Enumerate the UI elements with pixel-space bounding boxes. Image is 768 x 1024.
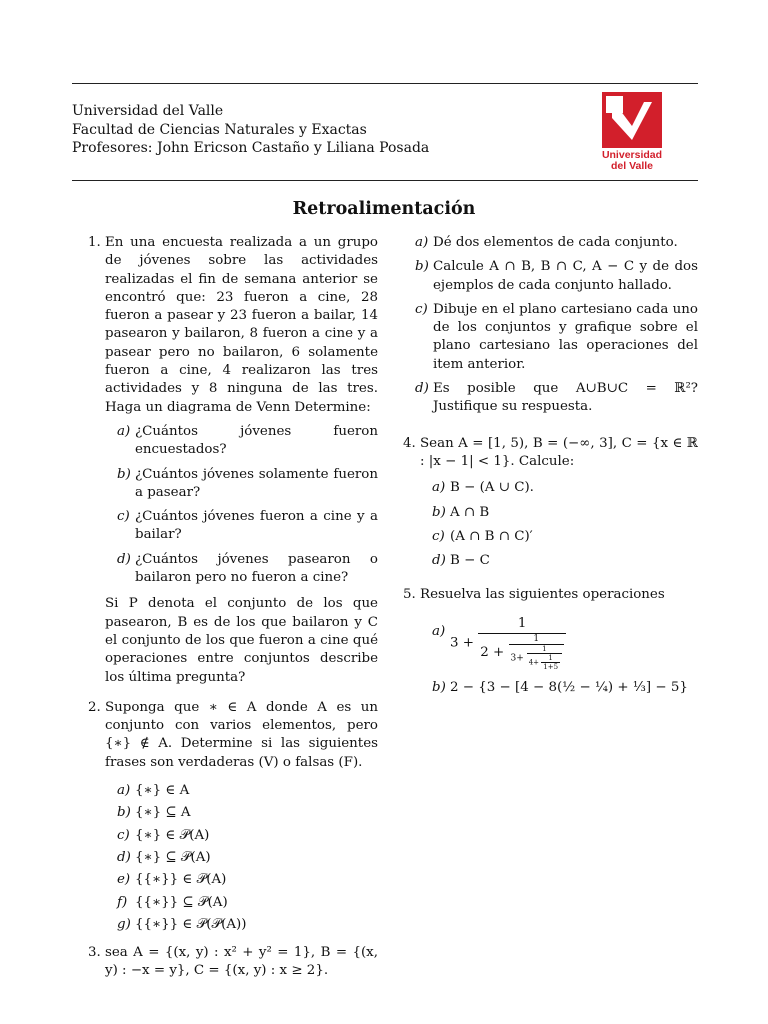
header-rule-bottom [72, 180, 698, 181]
list-item: b) A ∩ B [432, 504, 490, 520]
list-item: c) ¿Cuántos jóvenes fueron a cine y a bailar? [117, 509, 378, 543]
list-item: c) {∗} ∈ 𝒫(A) [117, 827, 210, 843]
problem-3 [88, 944, 378, 981]
faculty-name: Facultad de Ciencias Naturales y Exactas [72, 121, 367, 138]
logo-text-line-1: Universidad [601, 149, 663, 161]
logo-wordmark [593, 150, 671, 172]
header-info [72, 102, 429, 158]
problem-1 [88, 234, 378, 687]
sub-items [105, 782, 378, 934]
problem-text: Sean A = [1, 5), B = (−∞, 3], C = {x ∈ ℝ : |x − 1| < 1}. Calcule: [420, 435, 698, 469]
list-item: d) {∗} ⊆ 𝒫(A) [117, 849, 211, 865]
problem-4 [403, 435, 698, 571]
problem-3-sub-items [403, 234, 698, 417]
logo-text-line-2: del Valle [610, 160, 654, 172]
list-item: a) Dé dos elementos de cada conjunto. [415, 235, 678, 250]
header-rule-top [72, 83, 698, 84]
list-item: b) Calcule A ∩ B, B ∩ C, A − C y de dos ejemplos de cada conjunto hallado. [415, 259, 698, 293]
page-title: Retroalimentación [292, 199, 476, 219]
list-item: g) {{∗}} ∈ 𝒫(𝒫(A)) [117, 916, 247, 932]
sub-items [105, 423, 378, 587]
operation-b: b) 2 − {3 − [4 − 8(½ − ¼) + ⅓] − 5} [432, 680, 688, 696]
problem-number: 5. [403, 587, 416, 603]
problem-2 [88, 699, 378, 934]
list-item: b) {∗} ⊆ A [117, 805, 191, 821]
problem-text: Suponga que ∗ ∈ A donde A es un conjunto con varios elementos, pero {∗} ∉ A. Determine si las siguientes frases son verdaderas (V) o falsas (F). [105, 699, 378, 770]
list-item: d) Es posible que A∪B∪C = ℝ²? Justifique su respuesta. [415, 381, 698, 415]
list-item: e) {{∗}} ∈ 𝒫(A) [117, 872, 227, 888]
list-item: c) Dibuje en el plano cartesiano cada uno de los conjuntos y grafique sobre el plano cartesiano las operaciones del item anterior. [415, 301, 698, 372]
list-item: f) {{∗}} ⊆ 𝒫(A) [117, 894, 228, 910]
list-item: d) B − C [432, 553, 490, 569]
left-column [88, 234, 378, 981]
list-item: a) {∗} ∈ A [117, 783, 190, 799]
continued-fraction: 1 2 + 1 3+ 1 4+ $\frac{1}{1+5}$ [478, 615, 566, 671]
university-name: Universidad del Valle [72, 103, 224, 119]
problem-number: 1. [88, 235, 101, 250]
problem-text: En una encuesta realizada a un grupo de jóvenes sobre las actividades realizadas el fin de semana anterior se encontró que: 23 fueron a cine, 28 fueron a pasear y 23 fueron a bailar, 14 pasearon y bailaron, 8 fueron a cine y a pasear pero no bailaron, 6 solamente fueron a cine, 4 realizaron las tres actividades y 8 ninguna de las tres. Haga un diagrama de Venn Determine: [105, 235, 378, 415]
problem-text: Resuelva las siguientes operaciones [420, 587, 665, 603]
list-item: a) B − (A ∪ C). [432, 480, 534, 496]
list-item: d) ¿Cuántos jóvenes pasearon o bailaron pero no fueron a cine? [117, 551, 378, 586]
problem-tail: Si P denota el conjunto de los que pasearon, B es de los que bailaron y C el conjunto de los que fueron a cine qué operaciones entre conjuntos describe los última pregunta? [105, 596, 378, 685]
sub-items [420, 479, 698, 570]
problem-number: 4. [403, 435, 416, 451]
list-item: a) ¿Cuántos jóvenes fueron encuestados? [117, 423, 378, 458]
professors-line: Profesores: John Ericson Castaño y Liliana Posada [72, 140, 430, 156]
problem-5 [403, 586, 698, 697]
list-item: c) (A ∩ B ∩ C)′ [432, 528, 533, 544]
problem-number: 3. [88, 945, 101, 961]
problem-number: 2. [88, 699, 101, 715]
right-column [403, 234, 698, 697]
problem-text: sea A = {(x, y) : x² + y² = 1}, B = {(x, y) : −x = y}, C = {(x, y) : x ≥ 2}. [105, 945, 378, 979]
operation-a: a) 3 + 1 2 + 1 3+ 1 4+ $\frac{1}{1+5}$ [420, 615, 698, 671]
list-item: b) ¿Cuántos jóvenes solamente fueron a pasear? [117, 466, 378, 500]
